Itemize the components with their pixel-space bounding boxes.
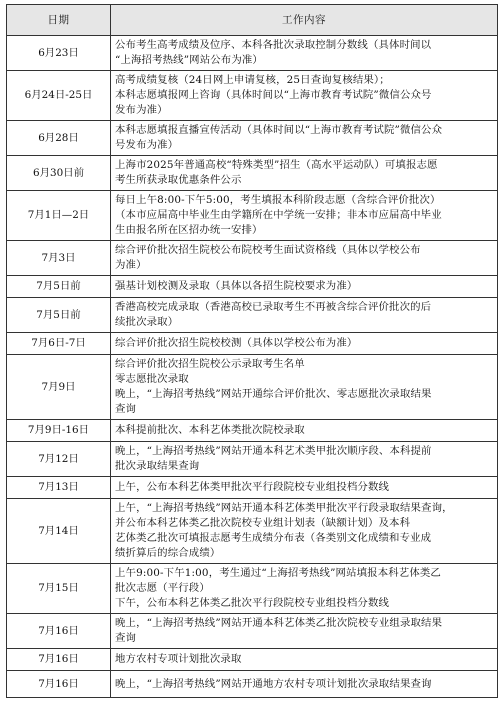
header-date: 日期 [7,5,111,36]
row-content [111,499,498,564]
row-date: 6月24日-25日 [7,71,111,121]
content-line: 并公布本科艺体类乙批次院校专业组计划表（缺额计划）及本科 [115,517,411,529]
table-row [7,276,498,298]
content-line: 续批次录取） [115,316,179,328]
row-date: 7月5日前 [7,298,111,333]
row-content [111,71,498,121]
row-content [111,649,498,671]
content-line: 查询 [115,403,137,415]
row-content [111,121,498,156]
content-line: （本市应届高中毕业生由学籍所在中学统一安排；非本市应届高中毕业 [115,209,442,221]
row-content [111,298,498,333]
row-date: 7月6日-7日 [7,333,111,355]
row-content [111,191,498,241]
row-date: 6月23日 [7,36,111,71]
content-line: 零志愿批次录取 [115,373,189,385]
row-content [111,614,498,649]
row-date: 6月28日 [7,121,111,156]
row-date: 7月12日 [7,442,111,477]
table-row [7,442,498,477]
content-line: “上海招考热线”网站公布为准） [115,54,263,66]
content-line: 为准） [115,259,147,271]
row-content [111,442,498,477]
row-date: 7月16日 [7,671,111,698]
row-date: 7月15日 [7,564,111,614]
row-date: 7月5日前 [7,276,111,298]
table-row [7,649,498,671]
header-content: 工作内容 [111,5,498,36]
row-date: 6月30日前 [7,156,111,191]
row-content [111,671,498,698]
content-line: 下午，公布本科艺体类乙批次平行段院校专业组投档分数线 [115,597,390,609]
content-line: 上午，公布本科艺体类甲批次平行段院校专业组投档分数线 [115,481,390,493]
row-date: 7月13日 [7,477,111,499]
table-header-row [7,5,498,36]
content-line: 综合评价批次招生院校校测（具体以学校公布为准） [115,337,358,349]
content-line: 批次志愿（平行段） [115,582,210,594]
content-line: 每日上午8:00-下午5:00，考生填报本科阶段志愿（含综合评价批次） [115,194,441,206]
content-line: 晚上，“上海招考热线”网站开通综合评价批次、零志愿批次录取结果 [115,388,432,400]
content-line: 本科提前批次、本科艺体类批次院校录取 [115,424,305,436]
table-row [7,241,498,276]
table-row [7,614,498,649]
content-line: 批次录取结果查询 [115,460,200,472]
content-line: 生由报名所在区招办统一安排） [115,224,263,236]
row-date: 7月16日 [7,649,111,671]
table-row [7,499,498,564]
content-line: 综合评价批次招生院校公布院校考生面试资格线（具体以学校公布 [115,244,421,256]
content-line: 地方农村专项计划批次录取 [115,653,242,665]
table-row [7,333,498,355]
content-line: 公布考生高考成绩及位序、本科各批次录取控制分数线（具体时间以 [115,39,432,51]
row-date: 7月3日 [7,241,111,276]
content-line: 强基计划校测及录取（具体以各招生院校要求为准） [115,280,358,292]
row-date: 7月16日 [7,614,111,649]
table-row [7,564,498,614]
table-body [7,36,498,698]
row-content [111,156,498,191]
content-line: 晚上，“上海招考热线”网站开通本科艺体类乙批次院校专业组录取结果 [115,617,443,629]
content-line: 号发布为准） [115,139,179,151]
row-content [111,564,498,614]
table-row [7,477,498,499]
table-row [7,298,498,333]
content-line: 晚上，“上海招考热线”网站开通地方农村专项计划批次录取结果查询 [115,677,432,690]
content-line: 上午9:00-下午1:00，考生通过“上海招考热线”网站填报本科艺体类乙 [115,567,441,579]
row-date: 7月14日 [7,499,111,564]
table-row [7,71,498,121]
content-line: 本科志愿填报直播宣传活动（具体时间以“上海市教育考试院”微信公众 [115,124,443,136]
content-line: 上午，“上海招考热线”网站开通本科艺体类甲批次平行段录取结果查询， [115,502,453,514]
content-line: 发布为准） [115,104,168,116]
row-date: 7月9日 [7,355,111,420]
table-row [7,355,498,420]
table-row [7,156,498,191]
content-line: 绩折算后的综合成绩） [115,547,221,559]
table-row [7,36,498,71]
content-line: 高考成绩复核（24日网上申请复核，25日查询复核结果）； [115,74,390,86]
table-row [7,191,498,241]
row-content [111,477,498,499]
row-content [111,333,498,355]
admission-schedule-table [6,4,498,698]
row-content [111,420,498,442]
content-line: 本科志愿填报网上咨询（具体时间以“上海市教育考试院”微信公众号 [115,89,432,101]
row-content [111,276,498,298]
table-row [7,420,498,442]
content-line: 综合评价批次招生院校公示录取考生名单 [115,358,305,370]
content-line: 考生所获录取优惠条件公示 [115,174,242,186]
row-date: 7月9日-16日 [7,420,111,442]
content-line: 艺体类乙批次可填报志愿考生成绩分布表（各类别文化成绩和专业成 [115,532,432,544]
row-content [111,241,498,276]
table-row [7,121,498,156]
table-row [7,671,498,698]
row-content [111,36,498,71]
row-date: 7月1日—2日 [7,191,111,241]
row-content [111,355,498,420]
content-line: 查询 [115,632,137,644]
content-line: 晚上，“上海招考热线”网站开通本科艺术类甲批次顺序段、本科提前 [115,445,432,457]
content-line: 上海市2025年普通高校“特殊类型”招生（高水平运动队）可填报志愿 [115,159,438,171]
content-line: 香港高校完成录取（香港高校已录取考生不再被含综合评价批次的后 [115,301,432,313]
